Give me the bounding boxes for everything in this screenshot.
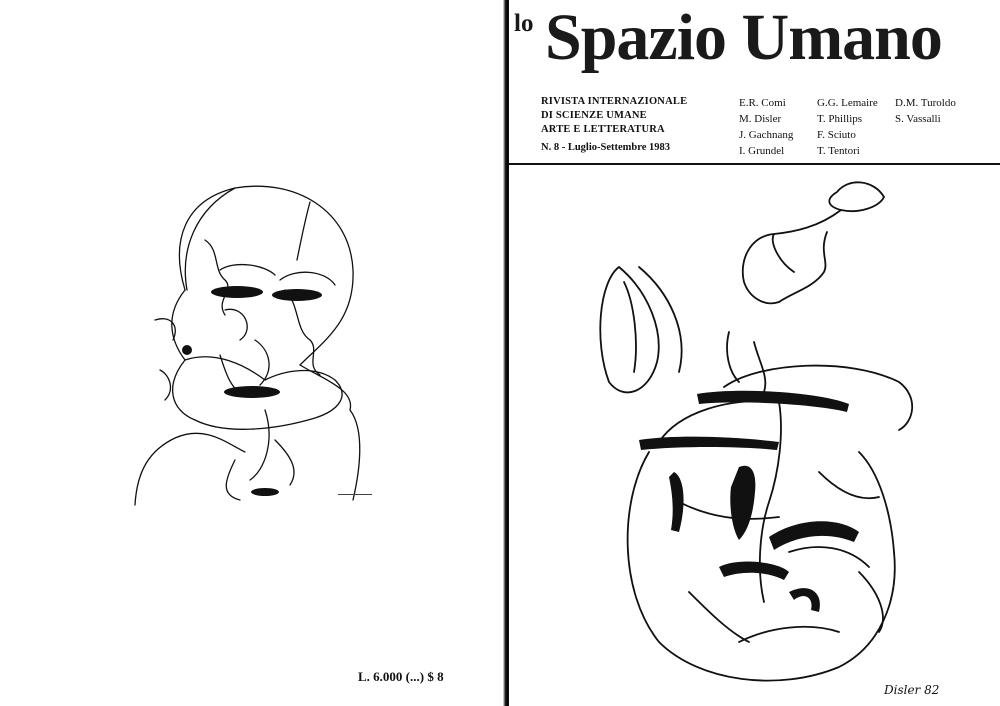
header-divider: [509, 163, 1000, 165]
issue-number: N. 8 - Luglio-Settembre 1983: [541, 142, 670, 153]
author-name: D.M. Turoldo: [895, 97, 956, 109]
author-name: F. Sciuto: [817, 129, 856, 141]
author-name: M. Disler: [739, 113, 782, 125]
author-name: G.G. Lemaire: [817, 97, 878, 109]
subtitle-line: ARTE E LETTERATURA: [541, 124, 665, 135]
magazine-title: Spazio Umano: [545, 1, 942, 74]
authors-column: [739, 95, 793, 159]
left-artwork-signature-mark: [338, 494, 372, 496]
author-name: I. Grundel: [739, 145, 785, 157]
price-label: L. 6.000 (...) $ 8: [358, 669, 444, 684]
cover-line-drawing: [579, 172, 929, 692]
author-name: E.R. Comi: [739, 97, 786, 109]
masthead-article: lo: [514, 10, 534, 37]
authors-column: [817, 95, 878, 159]
cover-page: [509, 0, 1000, 706]
face-line-drawing: [125, 180, 370, 510]
author-name: S. Vassalli: [895, 113, 941, 125]
magazine-subtitle: [541, 95, 687, 137]
author-name: T. Phillips: [817, 113, 863, 125]
artwork-signature: Disler 82: [884, 683, 940, 697]
subtitle-line: DI SCIENZE UMANE: [541, 110, 647, 121]
authors-column: [895, 95, 956, 127]
subtitle-line: RIVISTA INTERNAZIONALE: [541, 96, 688, 107]
author-name: T. Tentori: [817, 145, 860, 157]
author-name: J. Gachnang: [739, 129, 794, 141]
